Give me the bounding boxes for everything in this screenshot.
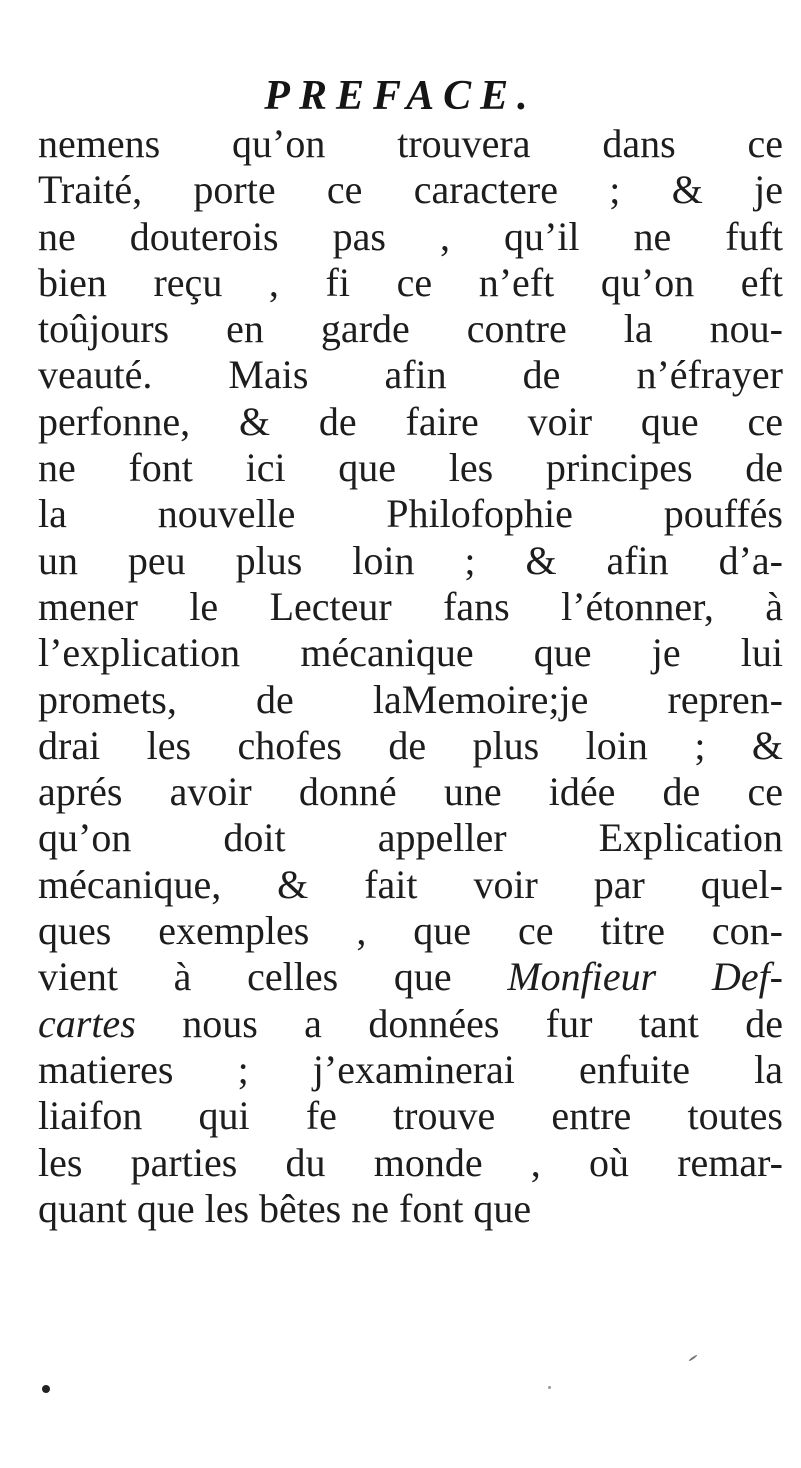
body-text — [38, 121, 783, 1232]
text-segment: nous a données fur tant de — [182, 1000, 783, 1046]
text-line: mécanique, & fait voir par quel- — [38, 861, 783, 907]
text-line: qu’on doit appeller Explication — [38, 815, 783, 861]
italic-name: Monfieur Def- — [507, 954, 783, 1000]
text-line: toûjours en garde contre la nou- — [38, 306, 783, 352]
text-line: ne font ici que les principes de — [38, 445, 783, 491]
text-line-mixed — [38, 1001, 783, 1047]
text-line: nemens qu’on trouvera dans ce — [38, 121, 783, 166]
text-line: mener le Lecteur fans l’étonner, à — [38, 583, 783, 629]
text-line: liaifon qui fe trouve entre toutes — [38, 1093, 783, 1139]
text-line: perfonne, & de faire voir que ce — [38, 398, 783, 444]
text-line: veauté. Mais afin de n’éfrayer — [38, 352, 783, 398]
text-line: ne douterois pas , qu’il ne fuft — [38, 213, 783, 259]
text-line-mixed — [38, 954, 783, 1000]
text-line: les parties du monde , où remar- — [38, 1139, 783, 1185]
ink-speck — [42, 1385, 50, 1393]
text-line: un peu plus loin ; & afin d’a- — [38, 537, 783, 583]
ink-speck — [688, 1354, 697, 1361]
italic-name-continuation: cartes — [38, 1000, 136, 1046]
text-line: ques exemples , que ce titre con- — [38, 908, 783, 954]
text-line: la nouvelle Philofophie pouffés — [38, 491, 783, 537]
text-line: drai les chofes de plus loin ; & — [38, 722, 783, 768]
text-line: aprés avoir donné une idée de ce — [38, 769, 783, 815]
text-line: matieres ; j’examinerai enfuite la — [38, 1046, 783, 1092]
text-line: l’explication mécanique que je lui — [38, 630, 783, 676]
ink-speck — [548, 1386, 551, 1389]
text-line: quant que les bêtes ne font que — [38, 1185, 532, 1231]
text-line: Traité, porte ce caractere ; & je — [38, 167, 783, 213]
running-head: PREFACE. — [264, 73, 537, 119]
text-line: promets, de laMemoire;je repren- — [38, 676, 783, 722]
text-line: bien reçu , fi ce n’eft qu’on eft — [38, 259, 783, 305]
text-segment: vient à celles que — [38, 954, 452, 1000]
